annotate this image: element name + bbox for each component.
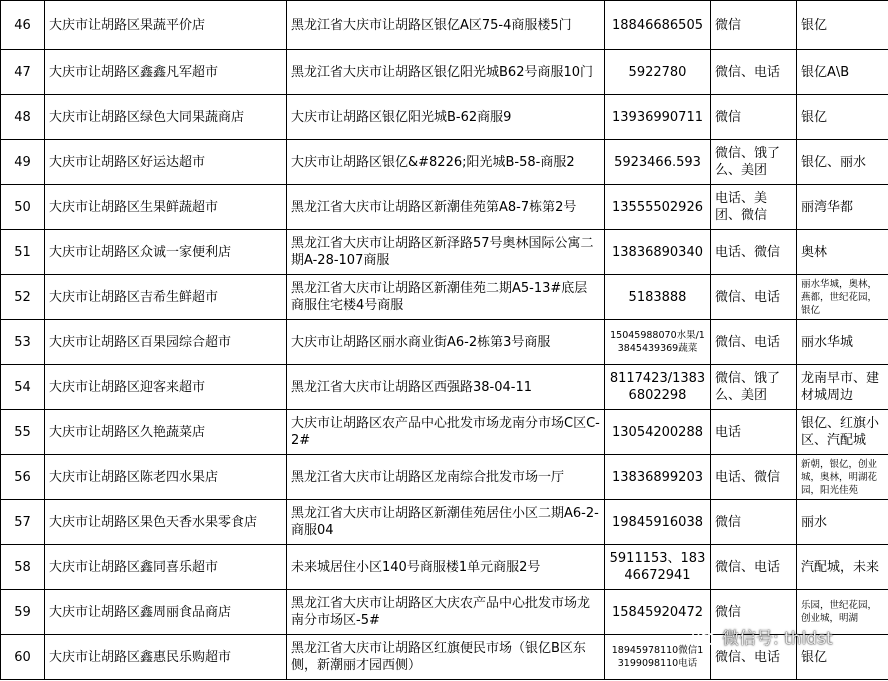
store-name-cell: 大庆市让胡路区生果鲜蔬超市 — [45, 185, 287, 230]
store-phone-cell: 5922780 — [605, 50, 711, 95]
order-method-cell: 微信 — [711, 500, 797, 545]
store-address-cell: 大庆市让胡路区银亿&#8226;阳光城B-58-商服2 — [287, 140, 605, 185]
row-number-cell: 54 — [1, 365, 45, 410]
table-row — [1, 140, 888, 185]
order-method-cell: 微信 — [711, 590, 797, 635]
store-address-cell: 大庆市让胡路区银亿阳光城B-62商服9 — [287, 95, 605, 140]
row-number-cell: 58 — [1, 545, 45, 590]
store-phone-cell: 13054200288 — [605, 410, 711, 455]
store-address-cell: 黑龙江省大庆市让胡路区大庆农产品中心批发市场龙南分市场区-5# — [287, 590, 605, 635]
store-phone-cell: 15845920472 — [605, 590, 711, 635]
delivery-area-cell: 新朝，银亿，创业城，奥林，明湖花园，阳光佳苑 — [797, 455, 888, 500]
row-number-cell: 49 — [1, 140, 45, 185]
delivery-area-cell: 丽水华城 — [797, 320, 888, 365]
row-number-cell: 52 — [1, 275, 45, 320]
table-row — [1, 410, 888, 455]
order-method-cell: 电话、微信 — [711, 230, 797, 275]
store-name-cell: 大庆市让胡路区吉希生鲜超市 — [45, 275, 287, 320]
store-name-cell: 大庆市让胡路区陈老四水果店 — [45, 455, 287, 500]
table-row — [1, 455, 888, 500]
store-phone-cell: 5911153、18346672941 — [605, 545, 711, 590]
store-name-cell: 大庆市让胡路区果蔬平价店 — [45, 1, 287, 50]
table-row — [1, 320, 888, 365]
row-number-cell: 56 — [1, 455, 45, 500]
order-method-cell: 微信 — [711, 1, 797, 50]
store-address-cell: 大庆市让胡路区农产品中心批发市场龙南分市场C区C-2# — [287, 410, 605, 455]
order-method-cell: 电话 — [711, 410, 797, 455]
store-address-cell: 黑龙江省大庆市让胡路区银亿阳光城B62号商服10门 — [287, 50, 605, 95]
delivery-area-cell: 银亿A\B — [797, 50, 888, 95]
delivery-area-cell: 银亿、红旗小区、汽配城 — [797, 410, 888, 455]
store-phone-cell: 13555502926 — [605, 185, 711, 230]
order-method-cell: 微信、电话 — [711, 50, 797, 95]
row-number-cell: 46 — [1, 1, 45, 50]
store-name-cell: 大庆市让胡路区果色天香水果零食店 — [45, 500, 287, 545]
order-method-cell: 微信 — [711, 95, 797, 140]
store-address-cell: 黑龙江省大庆市让胡路区新潮佳苑第A8-7栋第2号 — [287, 185, 605, 230]
order-method-cell: 微信、电话 — [711, 275, 797, 320]
order-method-cell: 电话、微信 — [711, 455, 797, 500]
table-row — [1, 95, 888, 140]
store-name-cell: 大庆市让胡路区众诚一家便利店 — [45, 230, 287, 275]
store-name-cell: 大庆市让胡路区百果园综合超市 — [45, 320, 287, 365]
row-number-cell: 59 — [1, 590, 45, 635]
store-name-cell: 大庆市让胡路区鑫鑫凡军超市 — [45, 50, 287, 95]
delivery-area-cell: 奥林 — [797, 230, 888, 275]
store-name-cell: 大庆市让胡路区绿色大同果蔬商店 — [45, 95, 287, 140]
delivery-area-cell: 汽配城，未来 — [797, 545, 888, 590]
delivery-area-cell: 丽湾华都 — [797, 185, 888, 230]
store-address-cell: 黑龙江省大庆市让胡路区龙南综合批发市场一厅 — [287, 455, 605, 500]
delivery-area-cell: 丽水华城，奥林，燕都，世纪花园，银亿 — [797, 275, 888, 320]
table-row — [1, 635, 888, 680]
order-method-cell: 微信、电话 — [711, 635, 797, 680]
store-phone-cell: 5183888 — [605, 275, 711, 320]
table-row — [1, 590, 888, 635]
delivery-area-cell: 银亿、丽水 — [797, 140, 888, 185]
store-phone-cell: 13836899203 — [605, 455, 711, 500]
order-method-cell: 微信、电话 — [711, 545, 797, 590]
table-row — [1, 185, 888, 230]
store-name-cell: 大庆市让胡路区迎客来超市 — [45, 365, 287, 410]
store-address-cell: 黑龙江省大庆市让胡路区新潮佳苑居住小区二期A6-2-商服04 — [287, 500, 605, 545]
delivery-area-cell: 银亿 — [797, 635, 888, 680]
row-number-cell: 60 — [1, 635, 45, 680]
order-method-cell: 微信、饿了么、美团 — [711, 365, 797, 410]
delivery-area-cell: 丽水 — [797, 500, 888, 545]
store-phone-cell: 18945978110微信13199098110电话 — [605, 635, 711, 680]
delivery-area-cell: 龙南早市、建材城周边 — [797, 365, 888, 410]
store-address-cell: 大庆市让胡路区丽水商业街A6-2栋第3号商服 — [287, 320, 605, 365]
row-number-cell: 51 — [1, 230, 45, 275]
store-address-cell: 黑龙江省大庆市让胡路区红旗便民市场（银亿B区东侧，新潮丽才园西侧） — [287, 635, 605, 680]
store-name-cell: 大庆市让胡路区鑫周丽食品商店 — [45, 590, 287, 635]
row-number-cell: 53 — [1, 320, 45, 365]
delivery-area-cell: 银亿 — [797, 95, 888, 140]
store-address-cell: 黑龙江省大庆市让胡路区银亿A区75-4商服楼5门 — [287, 1, 605, 50]
order-method-cell: 电话、美团、微信 — [711, 185, 797, 230]
store-name-cell: 大庆市让胡路区鑫惠民乐购超市 — [45, 635, 287, 680]
delivery-area-cell: 乐园，世纪花园，创业城，明湖 — [797, 590, 888, 635]
row-number-cell: 55 — [1, 410, 45, 455]
store-phone-cell: 19845916038 — [605, 500, 711, 545]
table-row — [1, 545, 888, 590]
table-row — [1, 230, 888, 275]
store-phone-cell: 5923466.593 — [605, 140, 711, 185]
store-phone-cell: 13836890340 — [605, 230, 711, 275]
table-row — [1, 275, 888, 320]
store-phone-cell: 8117423/13836802298 — [605, 365, 711, 410]
table-row — [1, 500, 888, 545]
order-method-cell: 微信、饿了么、美团 — [711, 140, 797, 185]
order-method-cell: 微信、电话 — [711, 320, 797, 365]
row-number-cell: 57 — [1, 500, 45, 545]
store-name-cell: 大庆市让胡路区好运达超市 — [45, 140, 287, 185]
store-phone-cell: 15045988070水果/13845439369蔬菜 — [605, 320, 711, 365]
table-row — [1, 365, 888, 410]
table-row — [1, 50, 888, 95]
store-address-cell: 黑龙江省大庆市让胡路区新潮佳苑二期A5-13#底层商服住宅楼4号商服 — [287, 275, 605, 320]
store-address-cell: 黑龙江省大庆市让胡路区西强路38-04-11 — [287, 365, 605, 410]
row-number-cell: 48 — [1, 95, 45, 140]
store-address-cell: 黑龙江省大庆市让胡路区新泽路57号奥林国际公寓二期A-28-107商服 — [287, 230, 605, 275]
store-name-cell: 大庆市让胡路区久艳蔬菜店 — [45, 410, 287, 455]
table-row — [1, 1, 888, 50]
delivery-area-cell: 银亿 — [797, 1, 888, 50]
store-name-cell: 大庆市让胡路区鑫同喜乐超市 — [45, 545, 287, 590]
row-number-cell: 50 — [1, 185, 45, 230]
watermark-text: 微信号: thldst — [722, 629, 833, 649]
store-phone-cell: 18846686505 — [605, 1, 711, 50]
store-phone-cell: 13936990711 — [605, 95, 711, 140]
store-address-cell: 未来城居住小区140号商服楼1单元商服2号 — [287, 545, 605, 590]
row-number-cell: 47 — [1, 50, 45, 95]
